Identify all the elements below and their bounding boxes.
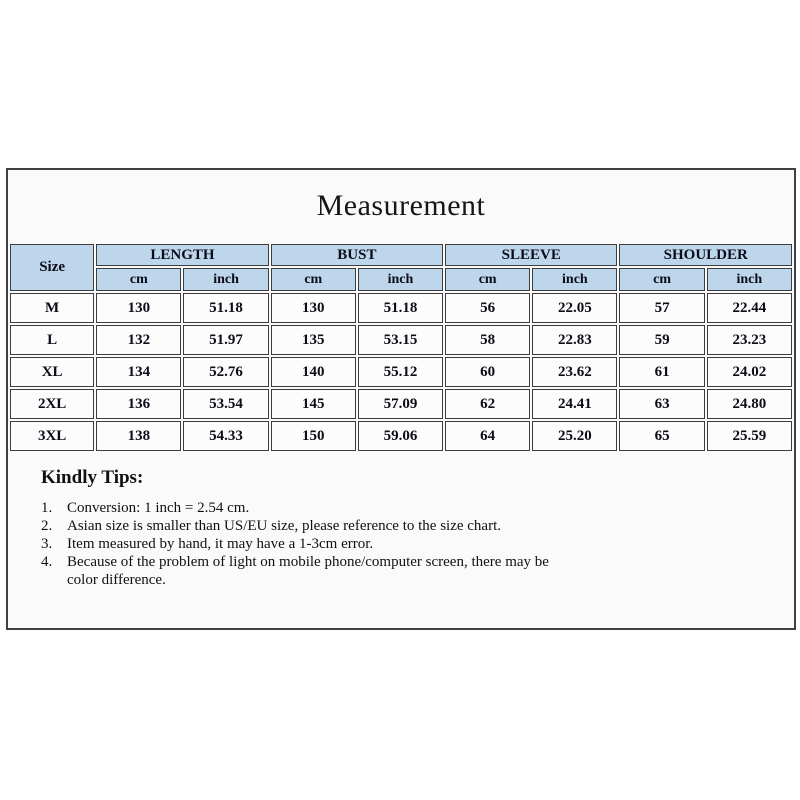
tip-item-1	[41, 499, 561, 517]
value-cell: 57.09	[358, 389, 443, 419]
value-cell: 59	[619, 325, 704, 355]
bust-cm-header: cm	[271, 268, 356, 291]
value-cell: 25.59	[707, 421, 792, 451]
table-row-m	[10, 293, 792, 323]
length-cm-header: cm	[96, 268, 181, 291]
value-cell: 22.05	[532, 293, 617, 323]
value-cell: 56	[445, 293, 530, 323]
table-row-l	[10, 325, 792, 355]
value-cell: 24.02	[707, 357, 792, 387]
value-cell: 63	[619, 389, 704, 419]
value-cell: 51.18	[183, 293, 268, 323]
tip-item-3	[41, 535, 561, 553]
sleeve-inch-header: inch	[532, 268, 617, 291]
value-cell: 145	[271, 389, 356, 419]
tip-text: Because of the problem of light on mobile phone/computer screen, there may be color difference.	[67, 554, 549, 588]
size-column-header: Size	[10, 244, 94, 291]
value-cell: 62	[445, 389, 530, 419]
length-group-header: LENGTH	[96, 244, 268, 266]
value-cell: 132	[96, 325, 181, 355]
size-chart-table	[8, 242, 794, 453]
tip-number: 2.	[41, 518, 53, 534]
group-header-row	[10, 244, 792, 266]
value-cell: 61	[619, 357, 704, 387]
value-cell: 52.76	[183, 357, 268, 387]
value-cell: 60	[445, 357, 530, 387]
value-cell: 58	[445, 325, 530, 355]
tips-section	[8, 467, 794, 589]
size-chart-panel	[6, 168, 796, 630]
size-cell: M	[10, 293, 94, 323]
value-cell: 59.06	[358, 421, 443, 451]
size-cell: XL	[10, 357, 94, 387]
tips-heading: Kindly Tips:	[41, 467, 144, 488]
value-cell: 53.54	[183, 389, 268, 419]
shoulder-cm-header: cm	[619, 268, 704, 291]
sleeve-cm-header: cm	[445, 268, 530, 291]
bust-group-header: BUST	[271, 244, 443, 266]
value-cell: 53.15	[358, 325, 443, 355]
value-cell: 24.41	[532, 389, 617, 419]
value-cell: 65	[619, 421, 704, 451]
value-cell: 51.18	[358, 293, 443, 323]
tip-number: 3.	[41, 536, 53, 552]
size-cell: 2XL	[10, 389, 94, 419]
value-cell: 57	[619, 293, 704, 323]
tip-number: 4.	[41, 554, 53, 570]
value-cell: 51.97	[183, 325, 268, 355]
value-cell: 54.33	[183, 421, 268, 451]
tip-text: Item measured by hand, it may have a 1-3cm error.	[67, 536, 374, 552]
shoulder-inch-header: inch	[707, 268, 792, 291]
tip-item-2	[41, 517, 561, 535]
value-cell: 150	[271, 421, 356, 451]
tip-number: 1.	[41, 500, 53, 516]
value-cell: 134	[96, 357, 181, 387]
value-cell: 23.23	[707, 325, 792, 355]
value-cell: 22.83	[532, 325, 617, 355]
shoulder-group-header: SHOULDER	[619, 244, 792, 266]
size-cell: 3XL	[10, 421, 94, 451]
value-cell: 136	[96, 389, 181, 419]
table-row-2xl	[10, 389, 792, 419]
tip-text: Asian size is smaller than US/EU size, please reference to the size chart.	[67, 518, 501, 534]
tip-item-4	[41, 553, 561, 589]
value-cell: 138	[96, 421, 181, 451]
table-row-xl	[10, 357, 792, 387]
size-cell: L	[10, 325, 94, 355]
value-cell: 135	[271, 325, 356, 355]
value-cell: 23.62	[532, 357, 617, 387]
bust-inch-header: inch	[358, 268, 443, 291]
tip-text: Conversion: 1 inch = 2.54 cm.	[67, 500, 250, 516]
sleeve-group-header: SLEEVE	[445, 244, 617, 266]
value-cell: 140	[271, 357, 356, 387]
value-cell: 22.44	[707, 293, 792, 323]
value-cell: 130	[271, 293, 356, 323]
value-cell: 130	[96, 293, 181, 323]
value-cell: 25.20	[532, 421, 617, 451]
value-cell: 24.80	[707, 389, 792, 419]
unit-header-row	[10, 268, 792, 291]
length-inch-header: inch	[183, 268, 268, 291]
page-title: Measurement	[316, 189, 486, 222]
value-cell: 55.12	[358, 357, 443, 387]
table-row-3xl	[10, 421, 792, 451]
value-cell: 64	[445, 421, 530, 451]
